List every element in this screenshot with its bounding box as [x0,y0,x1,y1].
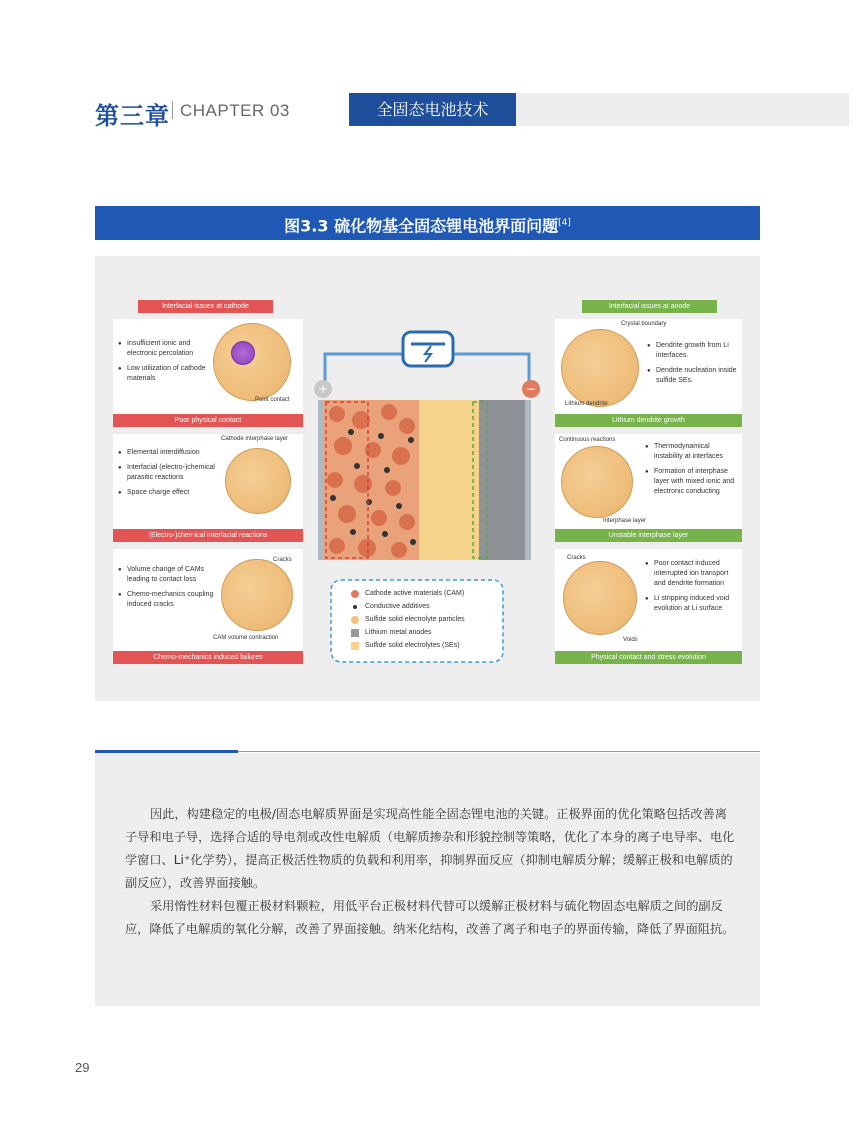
legend [351,587,515,652]
figure-title-ref: [4] [558,218,571,228]
label-crystal-boundary: Crystal boundary [621,321,667,327]
section-tag: 全固态电池技术 [349,93,516,126]
legend-swatch-cam [351,590,359,598]
minus-sign: − [525,382,537,396]
anode-collector [525,400,531,560]
figure-title: 图3.3 硫化物基全固态锂电池界面问题 [284,216,559,236]
label-interphase-layer: Interphase layer [603,518,647,524]
label-lithium-dendrite: Lithium dendrite [565,401,608,407]
anode-dendrite-illustration [561,329,639,407]
cathode-panel-mechanics [113,549,303,664]
anode-p1-footer: Lithium dendrite growth [555,414,742,427]
cathode-crack-illustration [221,559,293,631]
body-paragraph-1: 因此，构建稳定的电极/固态电解质界面是实现高性能全固态锂电池的关键。正极界面的优化策略包括改善离子导和电子导，选择合适的导电剂或改性电解质（电解质掺杂和形貌控制等策略，优化了本身的离子电导率、电化学窗口、Li⁺化学势），提高正极活性物质的负载和利用率，抑制界面反应（抑制电解质分解；缓解正极和电解质的副反应），改善界面接触。 [125,807,735,890]
lithium-anode [479,400,525,560]
legend-item [351,600,515,613]
cam-particle [231,341,255,365]
figure-diagram [95,256,760,701]
legend-swatch-se-particle [351,616,359,624]
bullet-item: ● Space charge effect [118,488,218,498]
legend-item [351,587,515,600]
legend-item [351,613,515,626]
anode-panel-stress [555,549,742,664]
label-voids: Voids [623,637,638,643]
anode-p3-bullets [645,559,740,619]
bullet-item: ● Interfacial (electro-)chemical parasitic reactions [118,463,218,483]
cathode-panel-contact [113,319,303,427]
cathode-p1-bullets [118,339,213,389]
anode-stress-illustration [563,561,637,635]
legend-swatch-se [351,642,359,650]
plus-sign: + [317,382,329,396]
cathode-p3-footer: Chemo-mechanics induced failures [113,651,303,664]
electrolyte-layer [419,400,479,560]
cathode-reaction-illustration [225,448,291,514]
anode-issues-header: Interfacial issues at anode [582,300,717,313]
legend-item [351,626,515,639]
chapter-title-cn: 第三章 [95,102,170,130]
cathode-p1-footer: Poor physical contact [113,414,303,427]
chapter-title-en: CHAPTER 03 [180,101,290,120]
cathode-p2-footer: (Electro-)chemical interfacial reactions [113,529,303,542]
cathode-p3-bullets [118,565,218,615]
section-tag-bar [516,93,849,126]
legend-item [351,639,515,652]
label-point-contact: Point contact [255,397,290,403]
bullet-item: ● Formation of interphase layer with mixed ionic and electronic conducting [645,467,740,497]
anode-panel-dendrite [555,319,742,427]
label-continuous-reactions: Continuous reactions [559,437,616,443]
anode-panel-interphase [555,434,742,542]
body-paragraph-2: 采用惰性材料包覆正极材料颗粒，用低平台正极材料代替可以缓解正极材料与硫化物固态电解质之间的副反应，降低了电解质的氧化分解，改善了界面接触。纳米化结构，改善了离子和电子的界面传输，降低了界面阻抗。 [125,899,735,936]
bullet-item: ● Thermodynamical instability at interfaces [645,442,740,462]
legend-label: Cathode active materials (CAM) [365,590,465,597]
bullet-item: ● Insufficient ionic and electronic percolation [118,339,213,359]
legend-label: Lithium metal anodes [365,629,432,636]
legend-label: Sulfide solid electrolyte particles [365,616,465,623]
page-number: 29 [75,1060,90,1075]
electric-car-icon [403,332,453,366]
circuit-wire-right [453,354,529,384]
cathode-particle-illustration [213,323,291,401]
cathode-collector [318,400,324,560]
label-cracks: Cracks [273,557,292,563]
bullet-item: ● Dendrite growth from Li interfaces. [647,341,739,361]
legend-swatch-additive [353,605,357,609]
anode-p1-bullets [647,341,739,391]
bullet-item: ● Elemental interdiffusion [118,448,218,458]
bullet-item: ● Volume change of CAMs leading to contact loss [118,565,218,585]
bullet-item: ● Poor contact induced interrupted ion transport and dendrite formation [645,559,740,589]
bullet-item: ● Chemo-mechanics coupling induced cracks [118,590,218,610]
legend-label: Conductive additives [365,603,430,610]
legend-swatch-li-anode [351,629,359,637]
figure-title-bar [95,206,760,240]
anode-p3-footer: Physical contact and stress evolution [555,651,742,664]
cathode-issues-header: Interfacial issues at cathode [138,300,273,313]
anode-p2-bullets [645,442,740,502]
chapter-divider [172,101,173,119]
bullet-item: ● Li stripping induced void evolution at Li surface [645,594,740,614]
bullet-item: ● Dendrite nucleation inside sulfide SEs. [647,366,739,386]
cathode-panel-reactions [113,434,303,542]
anode-p2-footer: Unstable interphase layer [555,529,742,542]
legend-label: Sulfide solid electrolytes (SEs) [365,642,460,649]
label-cathode-interphase: Cathode interphase layer [221,436,289,442]
anode-interphase-illustration [561,446,633,518]
cathode-p2-bullets [118,448,218,503]
label-cam-volume: CAM volume contraction [213,635,279,641]
section-rule [238,751,760,752]
label-anode-cracks: Cracks [567,555,586,561]
bullet-item: ● Low utilization of cathode materials [118,364,213,384]
circuit-wire-left [325,354,403,384]
